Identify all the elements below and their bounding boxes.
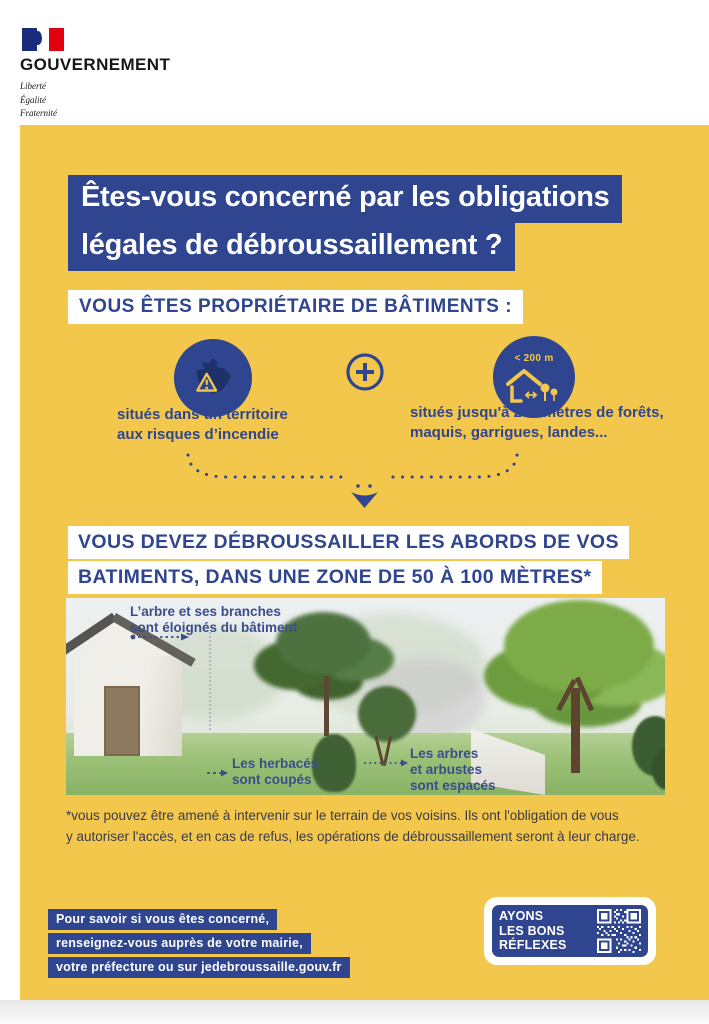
logo-motto: [20, 80, 220, 121]
qr-code: [597, 909, 641, 953]
footnote-line: *vous pouvez être amené à intervenir sur le terrain de vos voisins. Ils ont l'obligation de vous: [66, 808, 619, 823]
shrubs-spacing-label-line: et arbustes: [410, 761, 483, 777]
french-flag-icon: [22, 28, 64, 51]
footnote: [66, 806, 640, 848]
shrub: [358, 686, 416, 742]
footer-info-line-2: renseignez-vous auprès de votre mairie,: [48, 933, 311, 954]
obligation-heading-line-1: VOUS DEVEZ DÉBROUSSAILLER LES ABORDS DE VOS: [68, 526, 629, 559]
grass-cut-label-line: Les herbacés: [232, 756, 319, 771]
door: [104, 686, 140, 756]
obligation-heading-line-2: BATIMENTS, DANS UNE ZONE DE 50 À 100 MÈTRES*: [68, 561, 602, 594]
badge-text-line: RÉFLEXES: [499, 938, 567, 953]
badge-text: [499, 909, 567, 952]
dotted-guide-line: [209, 632, 211, 730]
grass-cut-label-line: sont coupés: [232, 771, 312, 787]
badge-text-line: LES BONS: [499, 923, 565, 938]
logo-brand-text: GOUVERNEMENT: [20, 55, 171, 74]
left-caption-line: situés dans un territoire: [117, 406, 288, 423]
converge-arrow-icon: [180, 450, 525, 512]
dashed-arrow-icon: [206, 768, 230, 778]
dotted-arrow-icon: [364, 758, 410, 768]
right-caption-line: maquis, garrigues, landes...: [410, 424, 608, 442]
footnote-line: y autoriser l'accès, et en cas de refus, les opérations de débroussaillement seront à leur charge.: [66, 828, 640, 844]
footer-info-line-3: votre préfecture ou sur jedebroussaille.gouv.fr: [48, 957, 350, 978]
motto-line: Égalité: [20, 94, 46, 105]
footer-info: [48, 909, 350, 981]
plus-icon: [345, 352, 385, 392]
obligation-section-heading: [68, 526, 629, 596]
tree-distance-label-line: sont éloignés du bâtiment: [130, 619, 298, 635]
left-caption-line: aux risques d’incendie: [117, 426, 279, 444]
page-title: [68, 175, 622, 271]
footer-info-line-1: Pour savoir si vous êtes concerné,: [48, 909, 277, 930]
shrubs-spacing-label: [410, 746, 496, 794]
central-tree-trunk: [324, 676, 329, 736]
conifer-shrub: [312, 734, 356, 792]
title-line-1: Êtes-vous concerné par les obligations: [68, 175, 622, 223]
shrubs-spacing-label-line: sont espacés: [410, 777, 496, 793]
badge-text-line: AYONS: [499, 909, 544, 924]
clearing-illustration: [66, 598, 665, 795]
owner-section-heading: VOUS ÊTES PROPRIÉTAIRE DE BÂTIMENTS :: [68, 290, 523, 324]
motto-line: Liberté: [20, 81, 46, 91]
right-tree-trunk: [571, 688, 580, 773]
left-caption: [117, 405, 288, 446]
shrubs-spacing-label-line: Les arbres: [410, 746, 479, 761]
france-map-icon: [190, 355, 236, 401]
page-bottom-edge: [0, 1000, 709, 1024]
distance-label: < 200 m: [514, 353, 554, 364]
government-logo: [20, 28, 220, 121]
title-line-2: légales de débroussaillement ?: [68, 223, 515, 271]
grass-cut-label: [232, 756, 318, 788]
right-caption-line: situés jusqu'à 200 mètres de forêts,: [410, 404, 664, 421]
dotted-arrow-icon: [130, 632, 194, 642]
poster-body: [20, 125, 709, 1000]
right-caption: [410, 403, 664, 444]
tree-distance-label-line: L’arbre et ses branches: [130, 604, 281, 619]
house-forest-icon: [503, 364, 565, 408]
reflexes-badge: [484, 897, 656, 965]
motto-line: Fraternité: [20, 108, 57, 118]
